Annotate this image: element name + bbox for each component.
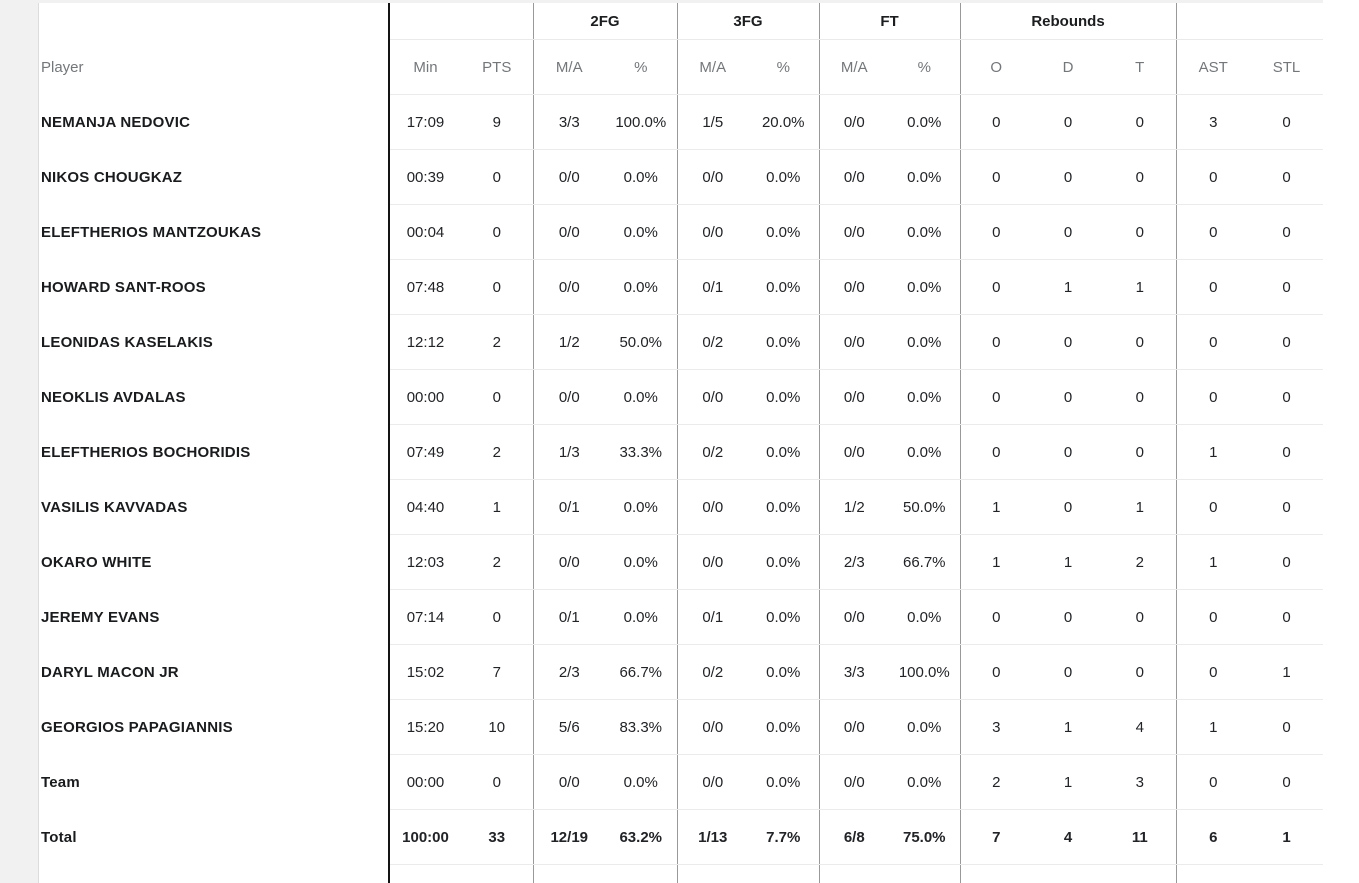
stat-cell: 2 xyxy=(461,315,533,370)
player-name: HOWARD SANT-ROOS xyxy=(41,278,206,296)
table-row xyxy=(39,865,1323,883)
col-header-2fg-ma: M/A xyxy=(533,40,605,95)
stat-cell: 0 xyxy=(1250,315,1323,370)
stat-cell xyxy=(461,865,533,883)
stat-cell: 0.0% xyxy=(748,150,819,205)
stat-cell: 1/5 xyxy=(677,95,748,150)
stat-cell: 0 xyxy=(1250,95,1323,150)
player-name: NIKOS CHOUGKAZ xyxy=(41,168,183,186)
stat-cell: 0 xyxy=(1032,590,1104,645)
stat-cell: 100.0% xyxy=(889,645,960,700)
col-header-player: Player xyxy=(41,58,84,76)
stat-cell: 0.0% xyxy=(605,370,677,425)
col-header-ft-ma: M/A xyxy=(819,40,889,95)
stat-cell: 0/0 xyxy=(677,700,748,755)
stat-cell: 0.0% xyxy=(748,590,819,645)
stat-cell: 0 xyxy=(1176,205,1250,260)
stat-cell: 0/0 xyxy=(677,480,748,535)
stat-cell: 1 xyxy=(1032,755,1104,810)
col-header-reb-o: O xyxy=(960,40,1032,95)
stat-cell: 12:03 xyxy=(389,535,461,590)
stat-cell: 66.7% xyxy=(605,645,677,700)
stat-cell: 1/3 xyxy=(533,425,605,480)
table-row xyxy=(39,645,1323,700)
player-name xyxy=(39,865,389,883)
player-name: ELEFTHERIOS MANTZOUKAS xyxy=(41,223,262,241)
table-row xyxy=(39,535,1323,590)
stat-cell: 1 xyxy=(1250,810,1323,865)
stat-cell xyxy=(605,865,677,883)
stat-cell: 0/0 xyxy=(677,755,748,810)
stat-cell: 15:20 xyxy=(389,700,461,755)
stat-cell: 0.0% xyxy=(889,260,960,315)
stat-cell: 0 xyxy=(1104,645,1176,700)
stat-cell xyxy=(748,865,819,883)
stat-cell: 0 xyxy=(960,315,1032,370)
stat-cell: 33.3% xyxy=(605,425,677,480)
stat-cell: 0/0 xyxy=(677,205,748,260)
stat-cell: 2/3 xyxy=(819,535,889,590)
stat-cell: 83.3% xyxy=(605,700,677,755)
stat-cell: 0/0 xyxy=(819,425,889,480)
stat-cell: 0 xyxy=(461,590,533,645)
stat-cell: 0 xyxy=(1032,150,1104,205)
stat-cell: 0/0 xyxy=(819,700,889,755)
stat-cell: 6/8 xyxy=(819,810,889,865)
table-body xyxy=(39,95,1323,883)
group-min-pts xyxy=(389,3,533,40)
stat-cell: 63.2% xyxy=(605,810,677,865)
player-name: ELEFTHERIOS BOCHORIDIS xyxy=(41,443,251,461)
stat-cell: 15:02 xyxy=(389,645,461,700)
stat-cell: 10 xyxy=(461,700,533,755)
player-group-spacer xyxy=(39,3,389,40)
stat-cell: 50.0% xyxy=(889,480,960,535)
stat-cell: 0/0 xyxy=(819,370,889,425)
stat-cell: 0 xyxy=(1104,425,1176,480)
group-2fg: 2FG xyxy=(533,3,677,40)
table-header xyxy=(39,3,1323,95)
stat-cell: 3 xyxy=(1104,755,1176,810)
stat-cell: 3/3 xyxy=(533,95,605,150)
stat-cell: 75.0% xyxy=(889,810,960,865)
stat-cell: 0 xyxy=(461,755,533,810)
col-header-reb-d: D xyxy=(1032,40,1104,95)
stat-cell: 0.0% xyxy=(889,205,960,260)
stat-cell: 0/2 xyxy=(677,425,748,480)
col-header-reb-t: T xyxy=(1104,40,1176,95)
stat-cell: 0 xyxy=(960,425,1032,480)
stat-cell xyxy=(389,865,461,883)
stat-cell: 0/0 xyxy=(533,535,605,590)
stat-cell: 0 xyxy=(1176,480,1250,535)
stat-cell: 0/1 xyxy=(533,590,605,645)
stat-cell: 0.0% xyxy=(605,150,677,205)
stat-cell: 0.0% xyxy=(889,370,960,425)
stat-cell: 1 xyxy=(1104,480,1176,535)
stat-cell: 0.0% xyxy=(605,535,677,590)
stat-cell: 2 xyxy=(461,535,533,590)
stat-cell: 0.0% xyxy=(748,700,819,755)
stat-cell: 0/0 xyxy=(533,205,605,260)
stat-cell: 0.0% xyxy=(605,590,677,645)
stat-cell: 2 xyxy=(960,755,1032,810)
col-header-3fg-pct: % xyxy=(748,40,819,95)
stat-cell: 2 xyxy=(461,425,533,480)
stat-cell: 0.0% xyxy=(889,755,960,810)
stat-cell: 0 xyxy=(1176,150,1250,205)
stat-cell: 0.0% xyxy=(889,315,960,370)
stat-cell: 07:48 xyxy=(389,260,461,315)
stat-cell: 12:12 xyxy=(389,315,461,370)
table-row xyxy=(39,95,1323,150)
table-row xyxy=(39,590,1323,645)
stat-cell: 7.7% xyxy=(748,810,819,865)
stat-cell: 9 xyxy=(461,95,533,150)
stat-cell: 04:40 xyxy=(389,480,461,535)
stat-cell: 0 xyxy=(1032,370,1104,425)
stat-cell: 0 xyxy=(1104,590,1176,645)
stat-cell: 0 xyxy=(1176,260,1250,315)
stat-cell: 0 xyxy=(1104,150,1176,205)
stat-cell: 0 xyxy=(1032,95,1104,150)
stat-cell: 17:09 xyxy=(389,95,461,150)
table-row xyxy=(39,150,1323,205)
stat-cell: 6 xyxy=(1176,810,1250,865)
stat-cell: 0.0% xyxy=(889,700,960,755)
stat-cell: 0 xyxy=(1250,755,1323,810)
stat-cell: 0 xyxy=(1032,425,1104,480)
stat-cell: 00:04 xyxy=(389,205,461,260)
box-score-card xyxy=(38,3,1324,883)
player-name: JEREMY EVANS xyxy=(41,608,160,626)
stat-cell: 00:00 xyxy=(389,755,461,810)
stat-cell: 00:00 xyxy=(389,370,461,425)
table-row xyxy=(39,480,1323,535)
stat-cell xyxy=(889,865,960,883)
stat-cell: 0/2 xyxy=(677,645,748,700)
stat-cell: 100.0% xyxy=(605,95,677,150)
stat-cell: 0 xyxy=(960,205,1032,260)
stat-cell: 0 xyxy=(1250,260,1323,315)
column-header-row xyxy=(39,40,1323,95)
stat-cell: 0.0% xyxy=(748,425,819,480)
stat-cell xyxy=(533,865,605,883)
stat-cell: 50.0% xyxy=(605,315,677,370)
stat-cell: 20.0% xyxy=(748,95,819,150)
table-row xyxy=(39,810,1323,865)
stat-cell: 0 xyxy=(960,370,1032,425)
stat-cell: 1 xyxy=(1176,425,1250,480)
table-row xyxy=(39,315,1323,370)
player-name: NEMANJA NEDOVIC xyxy=(41,113,191,131)
stat-cell xyxy=(1176,865,1250,883)
stat-cell: 3 xyxy=(960,700,1032,755)
stat-cell: 0.0% xyxy=(889,590,960,645)
stat-cell: 0 xyxy=(1032,645,1104,700)
player-name: Total xyxy=(41,828,77,846)
stat-cell: 0.0% xyxy=(605,205,677,260)
stat-cell: 0 xyxy=(1250,370,1323,425)
stat-cell: 1 xyxy=(461,480,533,535)
stat-cell: 0 xyxy=(1250,480,1323,535)
col-header-3fg-ma: M/A xyxy=(677,40,748,95)
stat-cell: 0.0% xyxy=(748,755,819,810)
stat-cell xyxy=(1032,865,1104,883)
stat-cell: 0/0 xyxy=(819,590,889,645)
stat-cell: 0 xyxy=(1250,535,1323,590)
player-name: LEONIDAS KASELAKIS xyxy=(41,333,213,351)
player-name: DARYL MACON JR xyxy=(41,663,179,681)
stat-cell: 0 xyxy=(1032,315,1104,370)
stat-cell: 0 xyxy=(461,205,533,260)
stat-cell: 0 xyxy=(1176,370,1250,425)
stat-cell: 1 xyxy=(960,480,1032,535)
stat-cell: 0/0 xyxy=(677,150,748,205)
stat-cell: 1 xyxy=(1104,260,1176,315)
stat-cell: 0 xyxy=(960,645,1032,700)
stat-cell: 0/0 xyxy=(533,260,605,315)
stat-cell: 33 xyxy=(461,810,533,865)
table-row xyxy=(39,700,1323,755)
stat-cell: 1 xyxy=(1032,260,1104,315)
stat-cell: 0/0 xyxy=(819,315,889,370)
col-header-ast: AST xyxy=(1176,40,1250,95)
stat-cell: 0.0% xyxy=(748,645,819,700)
stat-cell: 0 xyxy=(1032,205,1104,260)
stat-cell: 1 xyxy=(1032,535,1104,590)
stat-cell: 0.0% xyxy=(748,480,819,535)
stat-cell: 2/3 xyxy=(533,645,605,700)
stat-cell: 0 xyxy=(1250,590,1323,645)
player-name: VASILIS KAVVADAS xyxy=(41,498,188,516)
stat-cell: 7 xyxy=(461,645,533,700)
stat-cell: 0/0 xyxy=(819,150,889,205)
stat-cell: 0 xyxy=(1176,590,1250,645)
stat-cell: 1/2 xyxy=(819,480,889,535)
stat-cell: 0 xyxy=(1176,645,1250,700)
table-row xyxy=(39,425,1323,480)
player-name: OKARO WHITE xyxy=(41,553,152,571)
stat-cell: 1 xyxy=(960,535,1032,590)
player-name: NEOKLIS AVDALAS xyxy=(41,388,186,406)
stat-cell: 7 xyxy=(960,810,1032,865)
stat-cell: 0/1 xyxy=(533,480,605,535)
stat-cell: 0 xyxy=(1250,700,1323,755)
stat-cell: 100:00 xyxy=(389,810,461,865)
stat-cell: 0.0% xyxy=(889,150,960,205)
stat-cell: 1 xyxy=(1250,645,1323,700)
stat-cell: 00:39 xyxy=(389,150,461,205)
stat-cell: 0.0% xyxy=(748,205,819,260)
stat-cell xyxy=(677,865,748,883)
col-header-min: Min xyxy=(389,40,461,95)
stat-cell: 0 xyxy=(1250,205,1323,260)
stat-cell: 0.0% xyxy=(889,425,960,480)
stat-cell: 4 xyxy=(1104,700,1176,755)
col-header-2fg-pct: % xyxy=(605,40,677,95)
stat-cell: 0/0 xyxy=(533,370,605,425)
stat-cell: 0/0 xyxy=(819,205,889,260)
stat-cell: 1/2 xyxy=(533,315,605,370)
group-header-row xyxy=(39,3,1323,40)
stat-cell: 0.0% xyxy=(748,315,819,370)
stat-cell: 1 xyxy=(1032,700,1104,755)
stat-cell: 0 xyxy=(960,590,1032,645)
box-score-table xyxy=(39,3,1323,883)
stat-cell: 0/0 xyxy=(677,370,748,425)
group-ast-stl xyxy=(1176,3,1323,40)
stat-cell: 0/0 xyxy=(819,755,889,810)
stat-cell: 0 xyxy=(461,260,533,315)
stat-cell: 0.0% xyxy=(605,755,677,810)
stat-cell xyxy=(819,865,889,883)
stat-cell: 0.0% xyxy=(748,535,819,590)
stat-cell: 0 xyxy=(1104,315,1176,370)
stat-cell: 0 xyxy=(1104,370,1176,425)
table-row xyxy=(39,755,1323,810)
stat-cell: 1 xyxy=(1176,535,1250,590)
group-3fg: 3FG xyxy=(677,3,819,40)
stat-cell: 66.7% xyxy=(889,535,960,590)
stat-cell: 0 xyxy=(960,95,1032,150)
stat-cell xyxy=(1250,865,1323,883)
stat-cell: 0.0% xyxy=(889,95,960,150)
stat-cell: 0 xyxy=(461,370,533,425)
player-name: GEORGIOS PAPAGIANNIS xyxy=(41,718,233,736)
stat-cell: 0 xyxy=(1250,150,1323,205)
stat-cell: 12/19 xyxy=(533,810,605,865)
col-header-pts: PTS xyxy=(461,40,533,95)
stat-cell: 0/0 xyxy=(819,260,889,315)
stat-cell: 0 xyxy=(960,150,1032,205)
stat-cell: 5/6 xyxy=(533,700,605,755)
page-left-gutter xyxy=(0,0,38,883)
group-ft: FT xyxy=(819,3,960,40)
stat-cell: 07:49 xyxy=(389,425,461,480)
stat-cell: 0/0 xyxy=(533,150,605,205)
stat-cell: 1/13 xyxy=(677,810,748,865)
table-row xyxy=(39,260,1323,315)
stat-cell: 4 xyxy=(1032,810,1104,865)
group-rebounds: Rebounds xyxy=(960,3,1176,40)
col-header-stl: STL xyxy=(1250,40,1323,95)
stat-cell: 11 xyxy=(1104,810,1176,865)
table-row xyxy=(39,370,1323,425)
stat-cell xyxy=(960,865,1032,883)
stat-cell: 0/2 xyxy=(677,315,748,370)
stat-cell: 0 xyxy=(1176,315,1250,370)
table-row xyxy=(39,205,1323,260)
stat-cell: 0/0 xyxy=(819,95,889,150)
stat-cell: 0 xyxy=(1250,425,1323,480)
stat-cell: 0/1 xyxy=(677,590,748,645)
stat-cell: 0 xyxy=(1032,480,1104,535)
stat-cell: 0 xyxy=(1104,205,1176,260)
stat-cell: 2 xyxy=(1104,535,1176,590)
stat-cell: 0.0% xyxy=(748,260,819,315)
col-header-ft-pct: % xyxy=(889,40,960,95)
stat-cell xyxy=(1104,865,1176,883)
stat-cell: 0 xyxy=(461,150,533,205)
stat-cell: 3/3 xyxy=(819,645,889,700)
player-name: Team xyxy=(41,773,80,791)
stat-cell: 0.0% xyxy=(605,260,677,315)
stat-cell: 0 xyxy=(1104,95,1176,150)
stat-cell: 07:14 xyxy=(389,590,461,645)
stat-cell: 0/1 xyxy=(677,260,748,315)
stat-cell: 1 xyxy=(1176,700,1250,755)
stat-cell: 0/0 xyxy=(677,535,748,590)
stat-cell: 0 xyxy=(960,260,1032,315)
stat-cell: 0.0% xyxy=(748,370,819,425)
stat-cell: 0 xyxy=(1176,755,1250,810)
stat-cell: 0.0% xyxy=(605,480,677,535)
stat-cell: 3 xyxy=(1176,95,1250,150)
stat-cell: 0/0 xyxy=(533,755,605,810)
